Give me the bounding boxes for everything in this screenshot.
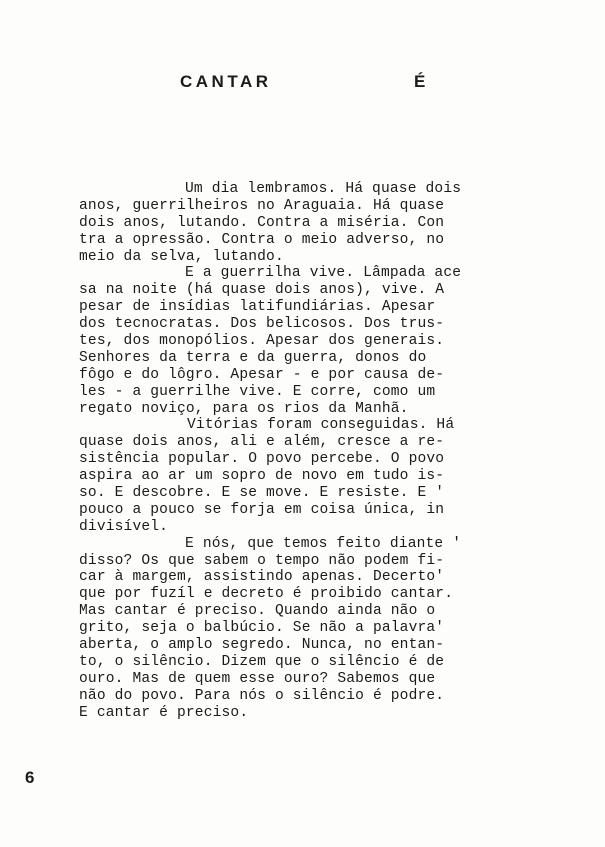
text-line: aberta, o amplo segredo. Nunca, no entan- [79,637,445,654]
text-line: tra a opressão. Contra o meio adverso, no [79,231,445,248]
text-line: Vitórias foram conseguidas. Há [187,417,455,434]
text-line: Um dia lembramos. Há quase dois [185,181,462,197]
text-line: disso? Os que sabem o tempo não podem fi- [79,552,445,569]
text-line: Senhores da terra e da guerra, donos do [79,349,427,366]
page-number: 6 [25,768,35,787]
text-line: car à margem, assistindo apenas. Decerto' [79,569,445,586]
text-line: E a guerrilha vive. Lâmpada ace [185,265,462,282]
text-line: sa na noite (há quase dois anos), vive. A [79,282,445,299]
text-line: fôgo e do lôgro. Apesar - e por causa de- [79,366,445,383]
text-line: aspira ao ar um sopro de novo em tudo is- [79,468,445,485]
text-line: sistência popular. O povo percebe. O povo [79,451,445,468]
text-line: E cantar é preciso. [79,704,249,721]
text-line: divisível. [79,518,169,535]
text-line: meio da selva, lutando. [79,248,284,265]
body-text [79,181,525,722]
text-line: tes, dos monopólios. Apesar dos generais. [79,333,445,350]
text-line: so. E descobre. E se move. E resiste. E ' [79,485,445,502]
text-line: E nós, que temos feito diante ' [185,535,462,552]
text-line: regato noviço, para os rios da Manhã. [79,400,409,417]
text-line: les - a guerrilhe vive. E corre, como um [79,383,436,400]
text-line: pesar de insídias latifundiárias. Apesar [79,299,436,316]
text-line: não do povo. Para nós o silêncio é podre. [79,687,445,704]
text-line: ouro. Mas de quem esse ouro? Sabemos que [79,670,436,687]
text-line: pouco a pouco se forja em coisa única, in [79,501,445,518]
text-line: anos, guerrilheiros no Araguaia. Há quase [79,197,445,214]
text-line: dois anos, lutando. Contra a miséria. Con [79,214,445,231]
page-title-accent: É [414,72,426,91]
text-line: dos tecnocratas. Dos belicosos. Dos trus- [79,316,445,333]
text-line: que por fuzíl e decreto é proibido cantar. [79,586,454,603]
page-title: CANTAR [180,72,272,91]
text-line: quase dois anos, ali e além, cresce a re- [79,434,445,451]
text-line: to, o silêncio. Dizem que o silêncio é de [79,653,445,670]
text-line: grito, seja o balbúcio. Se não a palavra' [79,620,445,637]
text-line: Mas cantar é preciso. Quando ainda não o [79,603,436,620]
